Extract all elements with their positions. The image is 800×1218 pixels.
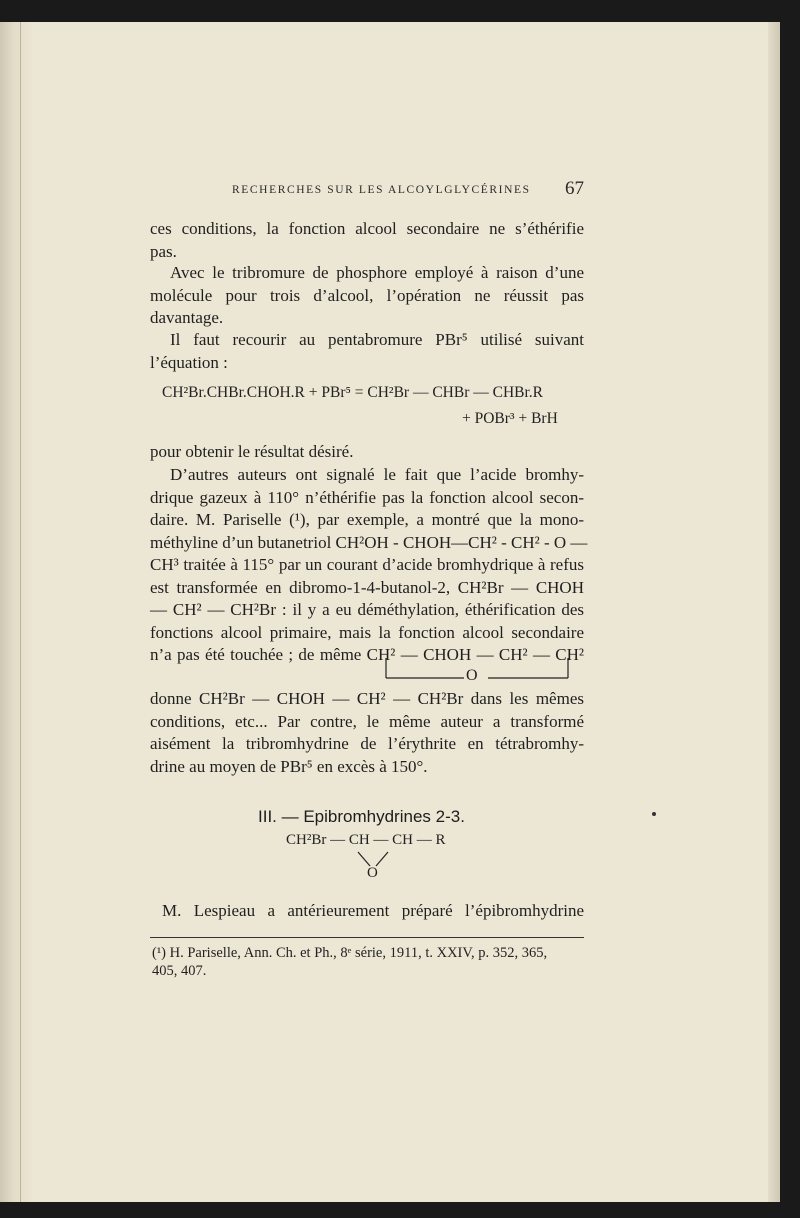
text-line: drique gazeux à 110° n’éthérifie pas la fonction alcool secon-	[150, 487, 584, 507]
text-line: Avec le tribromure de phosphore employé à raison d’une	[170, 263, 584, 282]
text-line: — CH² — CH²Br : il y a eu déméthylation, éthérification des	[150, 600, 584, 619]
text-line: CH³ traitée à 115° par un courant d’acide bromhydrique à refus	[150, 555, 584, 574]
text-line: méthyline d’un butanetriol CH²OH - CHOH—CH² - CH² - O —	[150, 532, 588, 552]
paragraph-1	[150, 218, 584, 263]
ink-speck	[652, 812, 656, 816]
paragraph-4	[150, 441, 584, 464]
text-line: l’équation :	[150, 352, 228, 372]
text-line: Il faut recourir au pentabromure PBr⁵ utilisé suivant	[170, 330, 584, 349]
footnote-line: (¹) H. Pariselle, Ann. Ch. et Ph., 8ᵉ série, 1911, t. XXIV, p. 352, 365,	[152, 945, 548, 961]
page-binding	[0, 22, 34, 1202]
text-line: davantage.	[150, 308, 224, 327]
paragraph-3	[150, 329, 584, 374]
text-line: n’a pas été touchée ; de même CH² — CHOH — CH² — CH²	[150, 645, 584, 664]
ether-ring-bracket	[380, 656, 590, 686]
running-title: RECHERCHES SUR LES ALCOYLGLYCÉRINES	[232, 184, 531, 196]
text-line: M. Lespieau a antérieurement préparé l’épibromhydrine	[162, 901, 584, 920]
ring-oxygen-label: O	[466, 667, 478, 684]
text-line: pour obtenir le résultat désiré.	[150, 442, 354, 461]
text-line: aisément la tribromhydrine de l’érythrite en tétrabromhy-	[150, 734, 584, 753]
footnote-rule	[150, 937, 584, 938]
paragraph-2	[150, 262, 584, 330]
text-line: donne CH²Br — CHOH — CH² — CH²Br dans les mêmes	[150, 689, 584, 708]
text-line: molécule pour trois d’alcool, l’opération ne réussit pas	[150, 285, 584, 305]
page-number: 67	[565, 178, 584, 199]
text-line: fonctions alcool primaire, mais la fonction alcool secondaire	[150, 622, 584, 642]
paragraph-6	[150, 688, 584, 778]
epibromhydrine-formula: CH²Br — CH — CH — R	[286, 832, 446, 848]
equation-line-1: CH²Br.CHBr.CHOH.R + PBr⁵ = CH²Br — CHBr — CHBr.R	[162, 384, 543, 401]
text-line: drine au moyen de PBr⁵ en excès à 150°.	[150, 756, 428, 776]
text-line: est transformée en dibromo-1-4-butanol-2, CH²Br — CHOH	[150, 577, 584, 597]
page-edge	[768, 22, 780, 1202]
equation-line-2: + POBr³ + BrH	[462, 410, 558, 427]
spine-line	[20, 22, 21, 1202]
footnote	[152, 944, 586, 980]
section-heading: III. — Epibromhydrines 2-3.	[258, 807, 465, 826]
closing-paragraph	[150, 900, 584, 923]
text-line: conditions, etc... Par contre, le même auteur a transformé	[150, 711, 584, 731]
paragraph-5	[150, 464, 588, 667]
epoxide-oxygen-label: O	[367, 865, 378, 881]
text-line: pas.	[150, 241, 177, 261]
text-line: daire. M. Pariselle (¹), par exemple, a montré que la mono-	[150, 510, 584, 529]
text-line: ces conditions, la fonction alcool secondaire ne s’éthérifie	[150, 219, 584, 238]
text-line: D’autres auteurs ont signalé le fait que l’acide bromhy-	[170, 465, 584, 484]
footnote-line: 405, 407.	[152, 963, 207, 979]
